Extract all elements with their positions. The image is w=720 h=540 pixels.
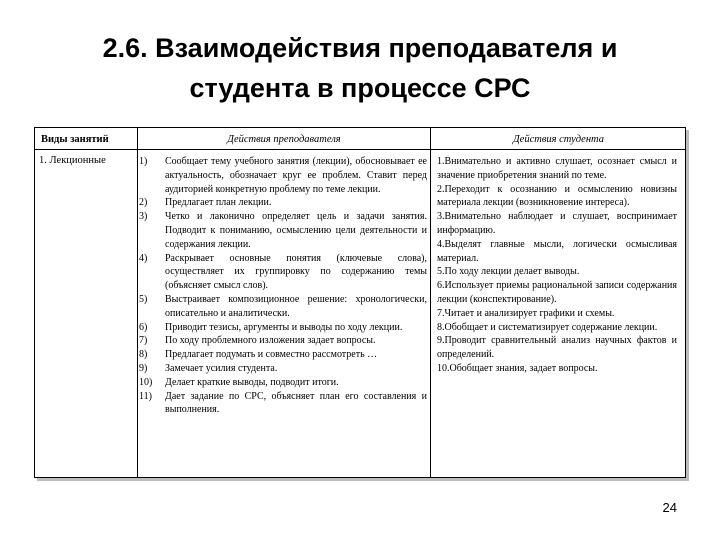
teacher-action-number: 8) xyxy=(139,349,148,361)
student-action-item: 10.Обобщает знания, задает вопросы. xyxy=(437,362,598,374)
teacher-action-number: 4) xyxy=(139,252,148,264)
student-actions-list xyxy=(437,155,677,376)
header-teacher-actions: Действия преподавателя xyxy=(227,134,341,145)
teacher-action-text: Делает краткие выводы, подводит итоги. xyxy=(165,376,339,388)
page-number: 24 xyxy=(662,500,677,515)
teacher-action-number: 7) xyxy=(139,335,148,347)
student-action-item: 3.Внимательно наблюдает и слушает, воспринимает информацию. xyxy=(437,211,677,236)
title-line-2: студента в процессе СРС xyxy=(189,73,531,103)
student-action-item: 9.Проводит сравнительный анализ научных фактов и определений. xyxy=(437,335,677,361)
row-label-lectures: 1. Лекционные xyxy=(39,155,106,166)
teacher-action-text: Сообщает тему учебного занятия (лекции), обосновывает ее актуальность, обозначает круг ее проблем. Ставит перед аудиторией конкретную проблему по теме лекции. xyxy=(165,156,427,195)
teacher-action-text: Выстраивает композиционное решение: хронологически, описательно и аналитически. xyxy=(165,293,427,319)
teacher-action-text: Четко и лаконично определяет цель и задачи занятия. Подводит к пониманию, осмыслению цели деятельности и содержания лекции. xyxy=(165,211,427,250)
teacher-action-item xyxy=(139,334,427,348)
teacher-action-text: Приводит тезисы, аргументы и выводы по ходу лекции. xyxy=(165,321,403,333)
teacher-action-item xyxy=(139,348,427,362)
teacher-action-number: 9) xyxy=(139,362,148,374)
student-action-item: 2.Переходит к осознанию и осмыслению новизны материала лекции (возникновение интереса). xyxy=(437,183,677,209)
teacher-action-number: 6) xyxy=(139,321,148,333)
teacher-action-item xyxy=(139,321,427,335)
student-action-item: 8.Обобщает и систематизирует содержание лекции. xyxy=(437,321,658,333)
teacher-action-text: Замечает усилия студента. xyxy=(165,362,278,374)
teacher-action-text: Раскрывает основные понятия (ключевые слова), осуществляет их группировку по содержанию темы (объясняет смысл слов). xyxy=(165,252,427,292)
teacher-action-text: Дает задание по СРС, объясняет план его составления и выполнения. xyxy=(165,390,427,416)
student-action-item: 5.По ходу лекции делает выводы. xyxy=(437,266,580,278)
column-divider xyxy=(430,128,431,477)
teacher-action-item xyxy=(139,390,427,418)
teacher-action-number: 5) xyxy=(139,293,148,305)
header-lesson-types: Виды занятий xyxy=(41,134,109,145)
teacher-action-item xyxy=(139,252,427,293)
teacher-action-text: Предлагает план лекции. xyxy=(165,197,272,209)
title-line-1: 2.6. Взаимодействия преподавателя и xyxy=(102,33,618,63)
teacher-action-item xyxy=(139,376,427,390)
teacher-action-text: По ходу проблемного изложения задает вопросы. xyxy=(165,335,376,347)
teacher-action-item xyxy=(139,196,427,210)
column-divider xyxy=(137,128,138,477)
student-action-item: 4.Выделят главные мысли, логически осмысливая материал. xyxy=(437,238,677,264)
header-student-actions: Действия студента xyxy=(512,134,605,145)
teacher-action-number: 2) xyxy=(139,197,148,209)
teacher-action-text: Предлагает подумать и совместно рассмотреть … xyxy=(165,349,378,361)
student-action-item: 7.Читает и анализирует графики и схемы. xyxy=(437,307,615,319)
teacher-action-number: 10) xyxy=(139,376,153,388)
slide-title xyxy=(0,28,720,108)
student-action-item: 6.Использует приемы рациональной записи содержания лекции (конспектирование). xyxy=(437,280,677,305)
teacher-action-item xyxy=(139,293,427,321)
teacher-action-number: 3) xyxy=(139,211,148,223)
header-divider xyxy=(35,149,685,150)
teacher-actions-list xyxy=(139,155,427,417)
teacher-action-number: 11) xyxy=(139,390,152,402)
actions-table xyxy=(34,127,686,478)
student-action-item: 1.Внимательно и активно слушает, осознает смысл и значение приобретения знаний по теме. xyxy=(437,156,677,181)
teacher-action-item xyxy=(139,210,427,251)
teacher-action-number: 1) xyxy=(139,156,148,167)
teacher-action-item xyxy=(139,362,427,376)
teacher-action-item xyxy=(139,155,427,196)
